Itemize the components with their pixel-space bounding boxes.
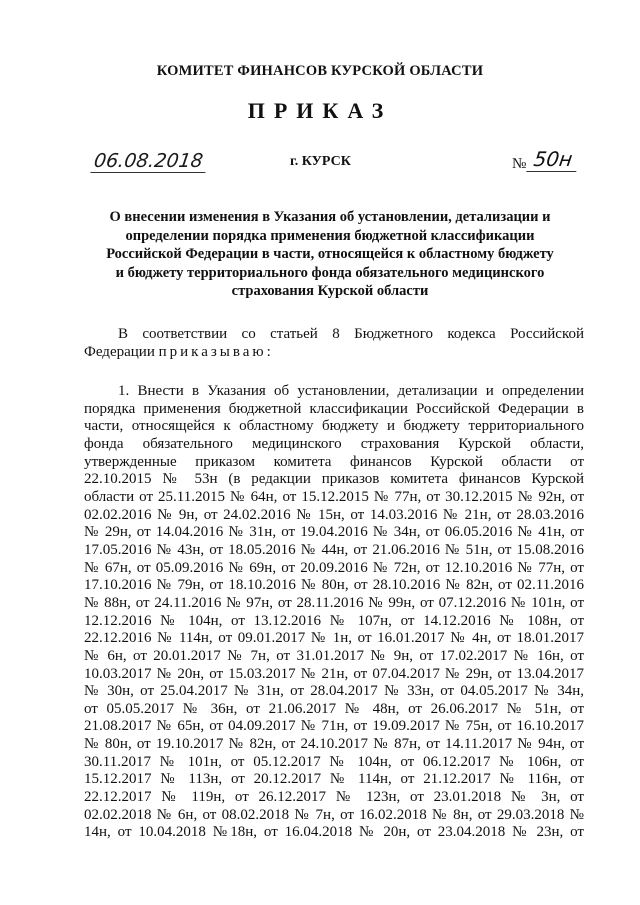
item-1-paragraph (84, 383, 584, 842)
preamble-line: В соответствии со статьей 8 Бюджетного кодекса Российской (118, 326, 584, 342)
preamble-order-word: приказываю: (158, 344, 274, 360)
number-label: № (512, 156, 527, 172)
item-1-line: 22.12.2016 № 114н, от 09.01.2017 № 1н, от 16.01.2017 № 4н, от 18.01.2017 (84, 630, 584, 647)
committee-name: КОМИТЕТ ФИНАНСОВ КУРСКОЙ ОБЛАСТИ (156, 63, 484, 79)
subject-line: определении порядка применения бюджетной классификации (125, 227, 535, 244)
item-1-line: области от 25.11.2015 № 64н, от 15.12.2015 № 77н, от 30.12.2015 № 92н, от (84, 488, 584, 505)
item-1-line: 10.03.2017 № 20н, от 15.03.2017 № 21н, от 07.04.2017 № 29н, от 13.04.2017 (84, 665, 584, 682)
item-1-line: 02.02.2016 № 9н, от 24.02.2016 № 15н, от 14.03.2016 № 21н, от 28.03.2016 (84, 506, 584, 523)
item-1-line: 22.10.2015 № 53н (в редакции приказов комитета финансов Курской (84, 471, 584, 488)
subject-line: страхования Курской области (231, 283, 429, 299)
item-1-line: утвержденные приказом комитета финансов Курской области от (84, 453, 584, 470)
item-1-line: порядка применения бюджетной классификации Российской Федерации в (84, 400, 584, 417)
item-1-line: 12.12.2016 № 104н, от 13.12.2016 № 107н, от 14.12.2016 № 108н, от (84, 612, 584, 629)
item-1-line: 17.05.2016 № 43н, от 18.05.2016 № 44н, от 21.06.2016 № 51н, от 15.08.2016 (84, 541, 584, 558)
item-1-line: 17.10.2016 № 79н, от 18.10.2016 № 80н, от 28.10.2016 № 82н, от 02.11.2016 (84, 577, 584, 594)
handwritten-number: 50н (526, 147, 580, 172)
item-1-line: 1. Внести в Указания об установлении, детализации и определении (118, 383, 584, 399)
subject-line: О внесении изменения в Указания об установлении, детализации и (109, 209, 551, 225)
item-1-line: 22.12.2017 № 119н, от 26.12.2017 № 123н, от 23.01.2018 № 3н, от (84, 789, 584, 806)
document-type-title: ПРИКАЗ (247, 98, 393, 123)
item-1-line: 14н, от 10.04.2018 №18н, от 16.04.2018 № 20н, от 23.04.2018 № 23н, от (84, 824, 584, 841)
order-meta-row (0, 147, 640, 180)
item-1-line: 02.02.2018 № 6н, от 08.02.2018 № 7н, от 16.02.2018 № 8н, от 29.03.2018 № (84, 806, 584, 823)
item-1-line: 30.11.2017 № 101н, от 05.12.2017 № 104н, от 06.12.2017 № 106н, от (84, 753, 584, 770)
subject-line: и бюджету территориального фонда обязательного медицинского (115, 264, 545, 281)
item-1-line: 15.12.2017 № 113н, от 20.12.2017 № 114н, от 21.12.2017 № 116н, от (84, 771, 584, 788)
order-subject (90, 208, 570, 301)
preamble-paragraph (84, 325, 584, 361)
item-1-line: № 88н, от 24.11.2016 № 97н, от 28.11.2016 № 99н, от 07.12.2016 № 101н, от (84, 594, 584, 611)
item-1-line: части, относящейся к областному бюджету и бюджету территориального (84, 418, 584, 435)
subject-line: Российской Федерации в части, относящейся к областному бюджету (106, 246, 554, 262)
city-label: г. КУРСК (290, 154, 351, 169)
item-1-line: № 67н, от 05.09.2016 № 69н, от 20.09.2016 № 72н, от 12.10.2016 № 77н, от (84, 559, 584, 576)
item-1-line: фонда обязательного медицинского страхования Курской области, (84, 435, 584, 452)
item-1-line: № 6н, от 20.01.2017 № 7н, от 31.01.2017 № 9н, от 17.02.2017 № 16н, от (84, 647, 584, 664)
item-1-line: от 05.05.2017 № 36н, от 21.06.2017 № 48н, от 26.06.2017 № 51н, от (84, 700, 584, 717)
preamble-line-start: Федерации (84, 344, 159, 360)
item-1-line: № 30н, от 25.04.2017 № 31н, от 28.04.2017 № 33н, от 04.05.2017 № 34н, (84, 683, 584, 700)
item-1-line: № 80н, от 19.10.2017 № 82н, от 24.10.2017 № 87н, от 14.11.2017 № 94н, от (84, 736, 584, 753)
item-1-line: 21.08.2017 № 65н, от 04.09.2017 № 71н, от 19.09.2017 № 75н, от 16.10.2017 (84, 718, 584, 735)
handwritten-date: 06.08.2018 (90, 150, 208, 173)
item-1-line: № 29н, от 14.04.2016 № 31н, от 19.04.2016 № 34н, от 06.05.2016 № 41н, от (84, 524, 584, 541)
